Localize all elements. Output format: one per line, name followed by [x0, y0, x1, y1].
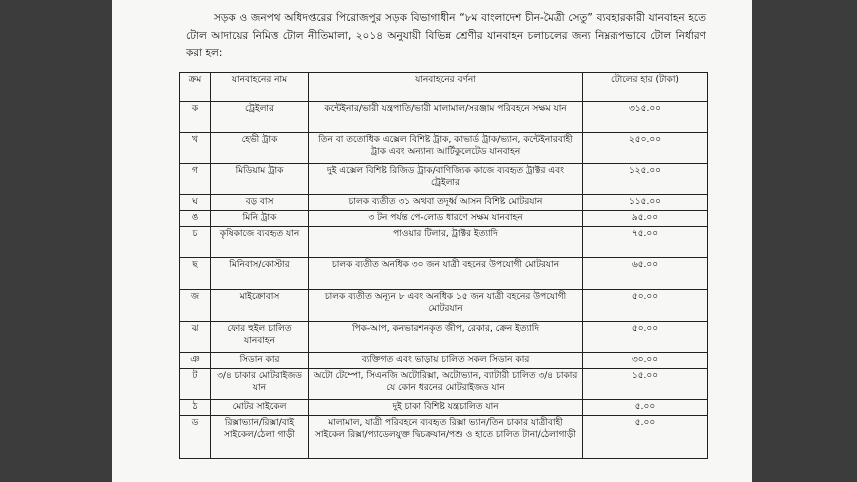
row-vehicle-name: ফোর হুইল চালিত যানবাহন: [211, 322, 309, 353]
row-toll-rate: ৭৫.০০: [583, 227, 708, 258]
header-vehicle-description: যানবাহনের বর্ণনা: [309, 73, 583, 102]
row-vehicle-description: ব্যক্তিগত এবং ভাড়ায় চালিত সকল সিডান কার: [309, 353, 583, 369]
table-row: [180, 195, 708, 211]
left-dark-margin: [0, 0, 112, 482]
table-row: [180, 102, 708, 133]
row-serial: ঝ: [180, 322, 211, 353]
table-row: [180, 211, 708, 227]
row-toll-rate: ৩০.০০: [583, 353, 708, 369]
row-vehicle-name: কৃষিকাজে ব্যবহৃত যান: [211, 227, 309, 258]
row-vehicle-name: মিনি ট্রাক: [211, 211, 309, 227]
row-vehicle-description: চালক ব্যতীত অনধিক ৩০ জন যাত্রী বহনের উপযোগী মোটরযান: [309, 258, 583, 290]
row-vehicle-description: পাওয়ার টিলার, ট্রাক্টর ইত্যাদি: [309, 227, 583, 258]
table-row: [180, 400, 708, 416]
row-serial: খ: [180, 133, 211, 164]
row-toll-rate: ৫.০০: [583, 416, 708, 459]
row-serial: জ: [180, 290, 211, 322]
row-vehicle-name: রিক্সাভ্যান/রিক্সা/বাই সাইকেল/ঠেলা গাড়ী: [211, 416, 309, 459]
row-vehicle-name: বড় বাস: [211, 195, 309, 211]
row-vehicle-name: ৩/৪ চাকার মোটরাইজড যান: [211, 369, 309, 400]
right-dark-margin: [752, 0, 857, 482]
table-row: [180, 369, 708, 400]
row-toll-rate: ১২৫.০০: [583, 164, 708, 195]
intro-paragraph: সড়ক ও জনপথ অধিদপ্তরের পিরোজপুর সড়ক বিভাগাধীন “৮ম বাংলাদেশ চীন-মৈত্রী সেতু” ব্যবহারকারী যানবাহন হতে টোল আদায়ের নিমিত্ত টোল নীতিমালা, ২০১৪ অনুযায়ী বিভিন্ন শ্রেণীর যানবাহন চলাচলের জন্য নিম্নরূপভাবে টোল নির্ধারণ করা হল:: [186, 12, 706, 59]
row-vehicle-description: মালামাল, যাত্রী পরিবহনে ব্যবহৃত রিক্সা ভ্যান/তিন চাকার যাত্রীবাহী সাইকেল রিক্সা/প্যাডেলযুক্ত দ্বিচক্রযান/পশু ও হাতে চালিত টানা/ঠেলাগাড়ী: [309, 416, 583, 459]
row-serial: ঞ: [180, 353, 211, 369]
row-serial: ট: [180, 369, 211, 400]
table-header-row: [180, 73, 708, 102]
row-toll-rate: ৫০.০০: [583, 322, 708, 353]
row-vehicle-name: মিনিবাস/কোস্টার: [211, 258, 309, 290]
row-toll-rate: ১১৫.০০: [583, 195, 708, 211]
row-vehicle-description: ৩ টন পর্যন্ত পে-লোড ধারণে সক্ষম যানবাহন: [309, 211, 583, 227]
row-vehicle-name: সিডান কার: [211, 353, 309, 369]
row-vehicle-name: মিডিয়াম ট্রাক: [211, 164, 309, 195]
header-vehicle-name: যানবাহনের নাম: [211, 73, 309, 102]
row-serial: ঠ: [180, 400, 211, 416]
row-toll-rate: ১৫.০০: [583, 369, 708, 400]
row-vehicle-name: মোটর সাইকেল: [211, 400, 309, 416]
row-toll-rate: ৫০.০০: [583, 290, 708, 322]
row-serial: গ: [180, 164, 211, 195]
row-toll-rate: ২৫০.০০: [583, 133, 708, 164]
row-vehicle-description: চালক ব্যতীত ৩১ অথবা তদূর্ধ্ব আসন বিশিষ্ট মোটরযান: [309, 195, 583, 211]
table-row: [180, 133, 708, 164]
table-row: [180, 258, 708, 290]
row-toll-rate: ৯৫.০০: [583, 211, 708, 227]
table-row: [180, 353, 708, 369]
table-row: [180, 227, 708, 258]
row-toll-rate: ৬৫.০০: [583, 258, 708, 290]
row-vehicle-description: পিক-আপ, কনভারশনকৃত জীপ, রেকার, ক্রেন ইত্যাদি: [309, 322, 583, 353]
row-serial: ছ: [180, 258, 211, 290]
row-vehicle-name: হেভী ট্রাক: [211, 133, 309, 164]
row-toll-rate: ৩১৫.০০: [583, 102, 708, 133]
toll-rate-table: [179, 72, 708, 459]
row-vehicle-description: তিন বা ততোধিক এক্সেল বিশিষ্ট ট্রাক, কাভার্ড ট্রাক/ভ্যান, কন্টেইনারবাহী ট্রাক এবং অন্যান্য আর্টিকুলেটেড যানবাহন: [309, 133, 583, 164]
header-serial: ক্রম: [180, 73, 211, 102]
row-vehicle-name: মাইক্রোবাস: [211, 290, 309, 322]
document-page: [112, 0, 752, 482]
row-vehicle-description: চালক ব্যতীত অন্যূন ৮ এবং অনধিক ১৫ জন যাত্রী বহনের উপযোগী মোটরযান: [309, 290, 583, 322]
row-toll-rate: ৫.০০: [583, 400, 708, 416]
header-toll-rate: টোলের হার (টাকা): [583, 73, 708, 102]
row-serial: ঘ: [180, 195, 211, 211]
table-row: [180, 290, 708, 322]
row-vehicle-description: দুই এক্সেল বিশিষ্ট রিজিড ট্রাক/বাণিজ্যিক কাজে ব্যবহৃত ট্রাক্টর এবং ট্রেইলার: [309, 164, 583, 195]
table-row: [180, 164, 708, 195]
row-serial: চ: [180, 227, 211, 258]
table-row: [180, 416, 708, 459]
table-row: [180, 322, 708, 353]
row-serial: ড: [180, 416, 211, 459]
row-vehicle-description: অটো টেম্পো, সিএনজি অটোরিক্সা, অটোভ্যান, ব্যাটারী চালিত ৩/৪ চাকার যে কোন ধরনের মোটরাইজড যান: [309, 369, 583, 400]
row-vehicle-description: কন্টেইনার/ভারী যন্ত্রপাতি/ভারী মালামাল/সরঞ্জাম পরিবহনে সক্ষম যান: [309, 102, 583, 133]
row-vehicle-description: দুই চাকা বিশিষ্ট যন্ত্রচালিত যান: [309, 400, 583, 416]
row-serial: ক: [180, 102, 211, 133]
row-vehicle-name: ট্রেইলার: [211, 102, 309, 133]
row-serial: ঙ: [180, 211, 211, 227]
